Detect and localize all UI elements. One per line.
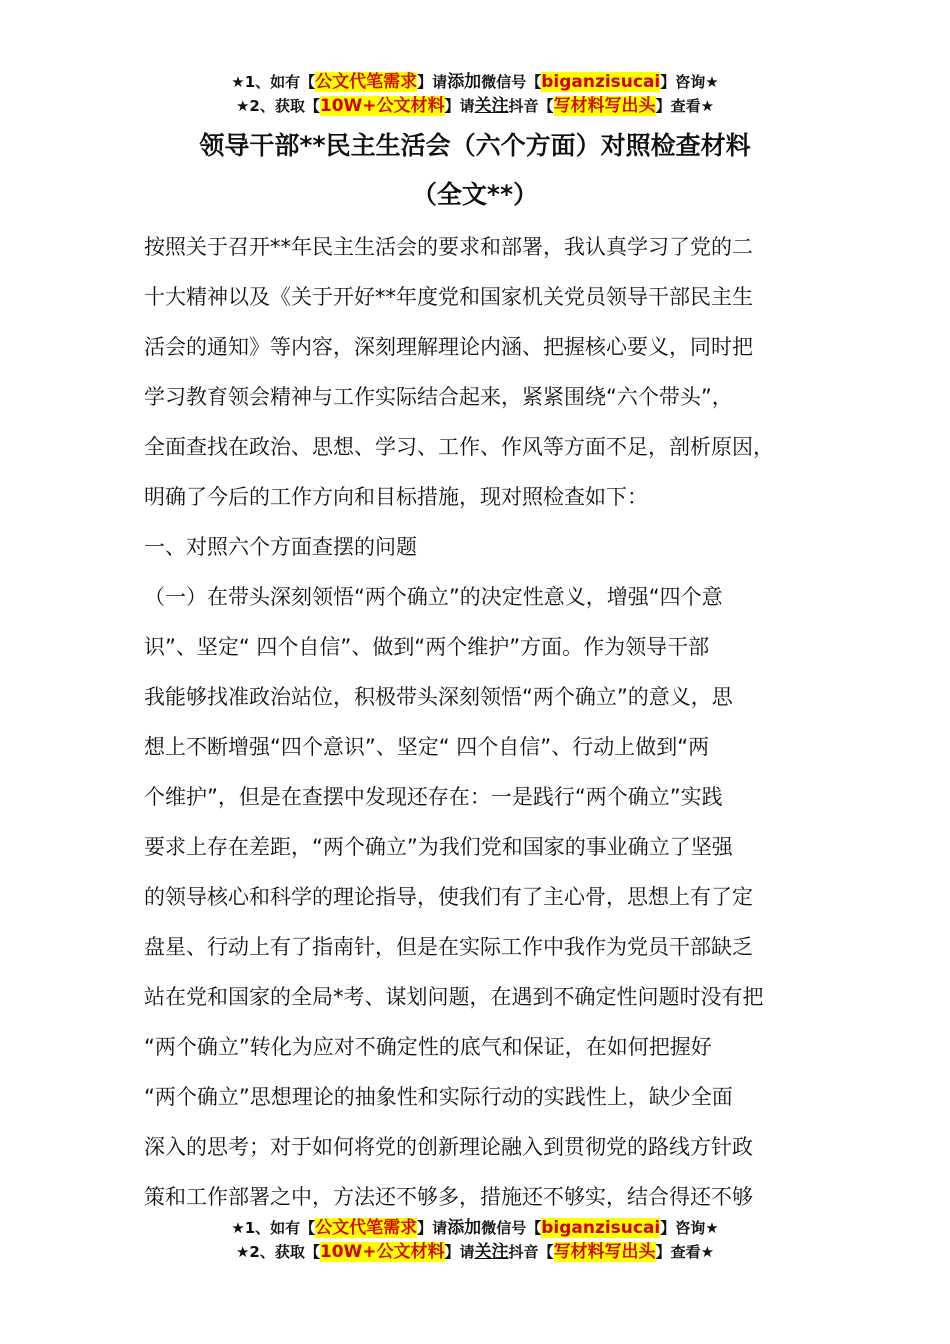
body-line: 个维护”，但是在查摆中发现还存在：一是践行“两个确立”实践 [144,785,723,809]
body-line: 深入的思考；对于如何将党的创新理论融入到贯彻党的路线方针政 [144,1135,753,1159]
banner-line-2: ★2、获取【10W+公文材料】请关注抖音【写材料写出头】查看★ [235,1242,715,1262]
body-line: “两个确立”思想理论的抽象性和实际行动的实践性上，缺少全面 [144,1085,733,1109]
body-line: 识”、坚定“ 四个自信”、做到“两个维护”方面。作为领导干部 [144,635,710,659]
document-body [144,222,814,1222]
highlight-service: 公文代笔需求 [315,72,418,92]
highlight-douyin-account: 写材料写出头 [553,1242,656,1262]
body-line: 要求上存在差距，“两个确立”为我们党和国家的事业确立了坚强 [144,835,733,859]
body-line: 策和工作部署之中，方法还不够多，措施还不够实，结合得还不够 [144,1185,753,1209]
body-line: “两个确立”转化为应对不确定性的底气和保证，在如何把握好 [144,1035,712,1059]
banner-line-1: ★1、如有【公文代笔需求】请添加微信号【biganzisucai】咨询★ [231,72,719,92]
banner-line-2: ★2、获取【10W+公文材料】请关注抖音【写材料写出头】查看★ [235,96,715,116]
body-line: 的领导核心和科学的理论指导，使我们有了主心骨，思想上有了定 [144,885,753,909]
body-line: 盘星、行动上有了指南针，但是在实际工作中我作为党员干部缺乏 [144,935,753,959]
highlight-service: 公文代笔需求 [315,1218,418,1238]
highlight-wechat-id: biganzisucai [541,72,661,92]
body-line: 活会的通知》等内容，深刻理解理论内涵、把握核心要义，同时把 [144,335,753,359]
highlight-materials: 10W+公文材料 [319,1242,445,1262]
body-line: 按照关于召开**年民主生活会的要求和部署，我认真学习了党的二 [144,235,753,259]
body-line: 我能够找准政治站位，积极带头深刻领悟“两个确立”的意义，思 [144,685,733,709]
body-line: 站在党和国家的全局*考、谋划问题，在遇到不确定性问题时没有把 [144,985,764,1009]
footer-banner [0,1216,950,1264]
body-line: （一）在带头深刻领悟“两个确立”的决定性意义，增强“四个意 [144,585,723,609]
section-heading: 一、对照六个方面查摆的问题 [144,535,417,559]
body-line: 十大精神以及《关于开好**年度党和国家机关党员领导干部民主生 [144,285,753,309]
header-banner [0,70,950,118]
body-line: 学习教育领会精神与工作实际结合起来，紧紧围绕“六个带头”， [144,385,733,409]
document-title: 领导干部**民主生活会（六个方面）对照检查材料 [199,131,751,160]
banner-line-1: ★1、如有【公文代笔需求】请添加微信号【biganzisucai】咨询★ [231,1218,719,1238]
highlight-douyin-account: 写材料写出头 [553,96,656,116]
body-line: 想上不断增强“四个意识”、坚定“ 四个自信”、行动上做到“两 [144,735,710,759]
highlight-materials: 10W+公文材料 [319,96,445,116]
highlight-wechat-id: biganzisucai [541,1218,661,1238]
document-subtitle: （全文**） [411,180,539,209]
body-line: 全面查找在政治、思想、学习、工作、作风等方面不足，剖析原因， [144,435,774,459]
body-line: 明确了今后的工作方向和目标措施，现对照检查如下： [144,485,648,509]
